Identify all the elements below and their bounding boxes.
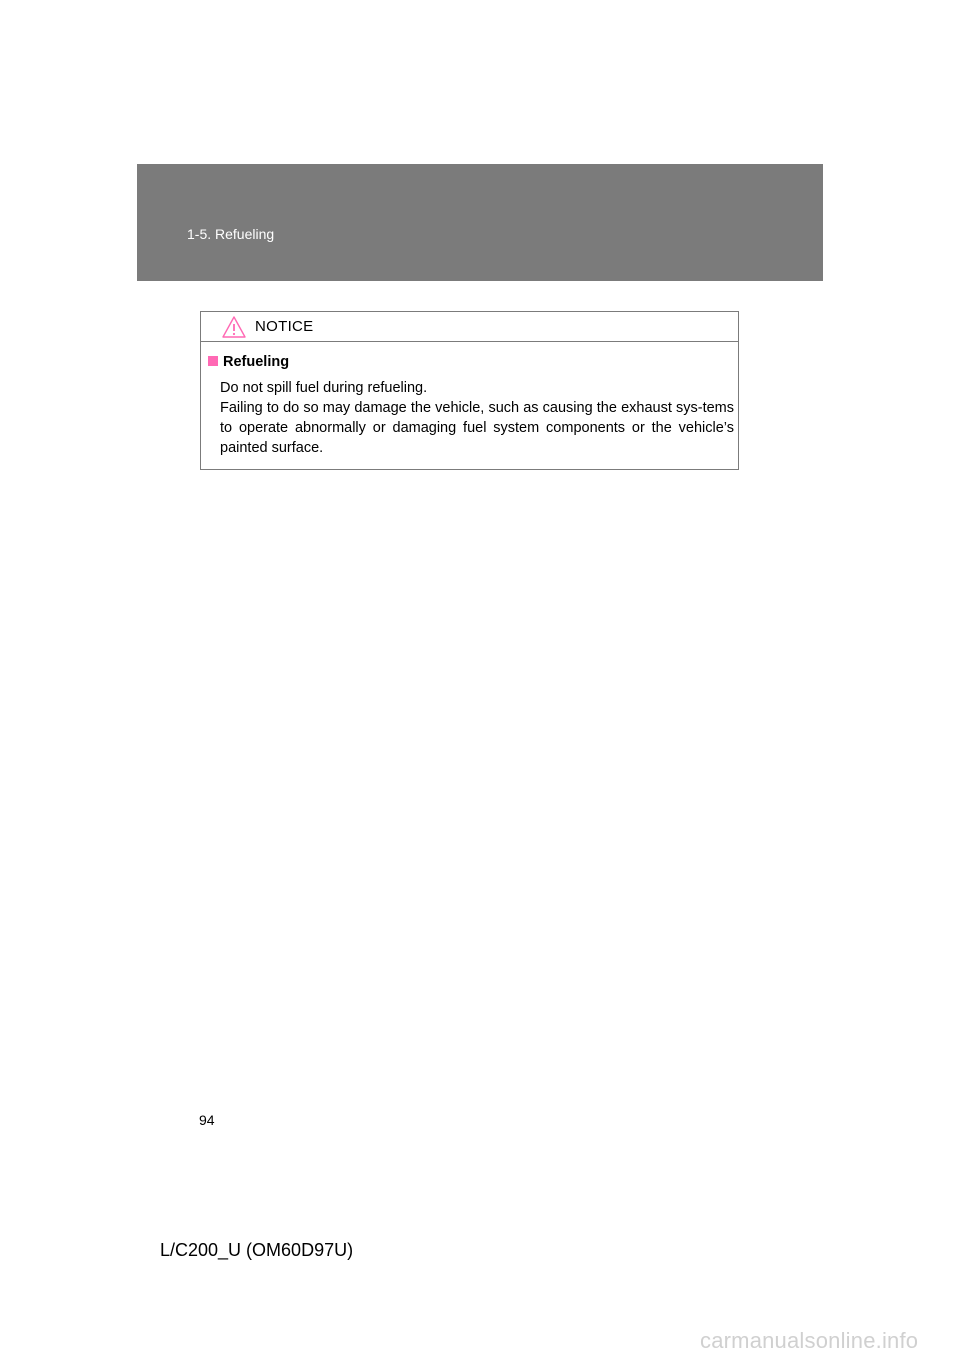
page-number: 94: [199, 1112, 215, 1128]
watermark-text: carmanualsonline.info: [700, 1328, 919, 1353]
document-code: L/C200_U (OM60D97U): [160, 1240, 354, 1260]
notice-header: [201, 312, 738, 342]
notice-box: [200, 311, 739, 470]
notice-paragraph-1: Do not spill fuel during refueling.: [220, 380, 428, 396]
notice-paragraph-2: Failing to do so may damage the vehicle, such as causing the exhaust sys-tems to operate abnormally or damaging fuel system components or the vehicle’s painted surface.: [220, 400, 734, 456]
section-label: 1-5. Refueling: [187, 226, 275, 242]
bullet-square-icon: [208, 356, 218, 366]
notice-title: NOTICE: [255, 318, 314, 335]
section-header-band: [137, 164, 823, 281]
notice-body: [220, 378, 734, 458]
notice-subheading-text: Refueling: [223, 354, 290, 370]
notice-subheading: [208, 354, 289, 370]
warning-triangle-icon: [221, 315, 247, 339]
